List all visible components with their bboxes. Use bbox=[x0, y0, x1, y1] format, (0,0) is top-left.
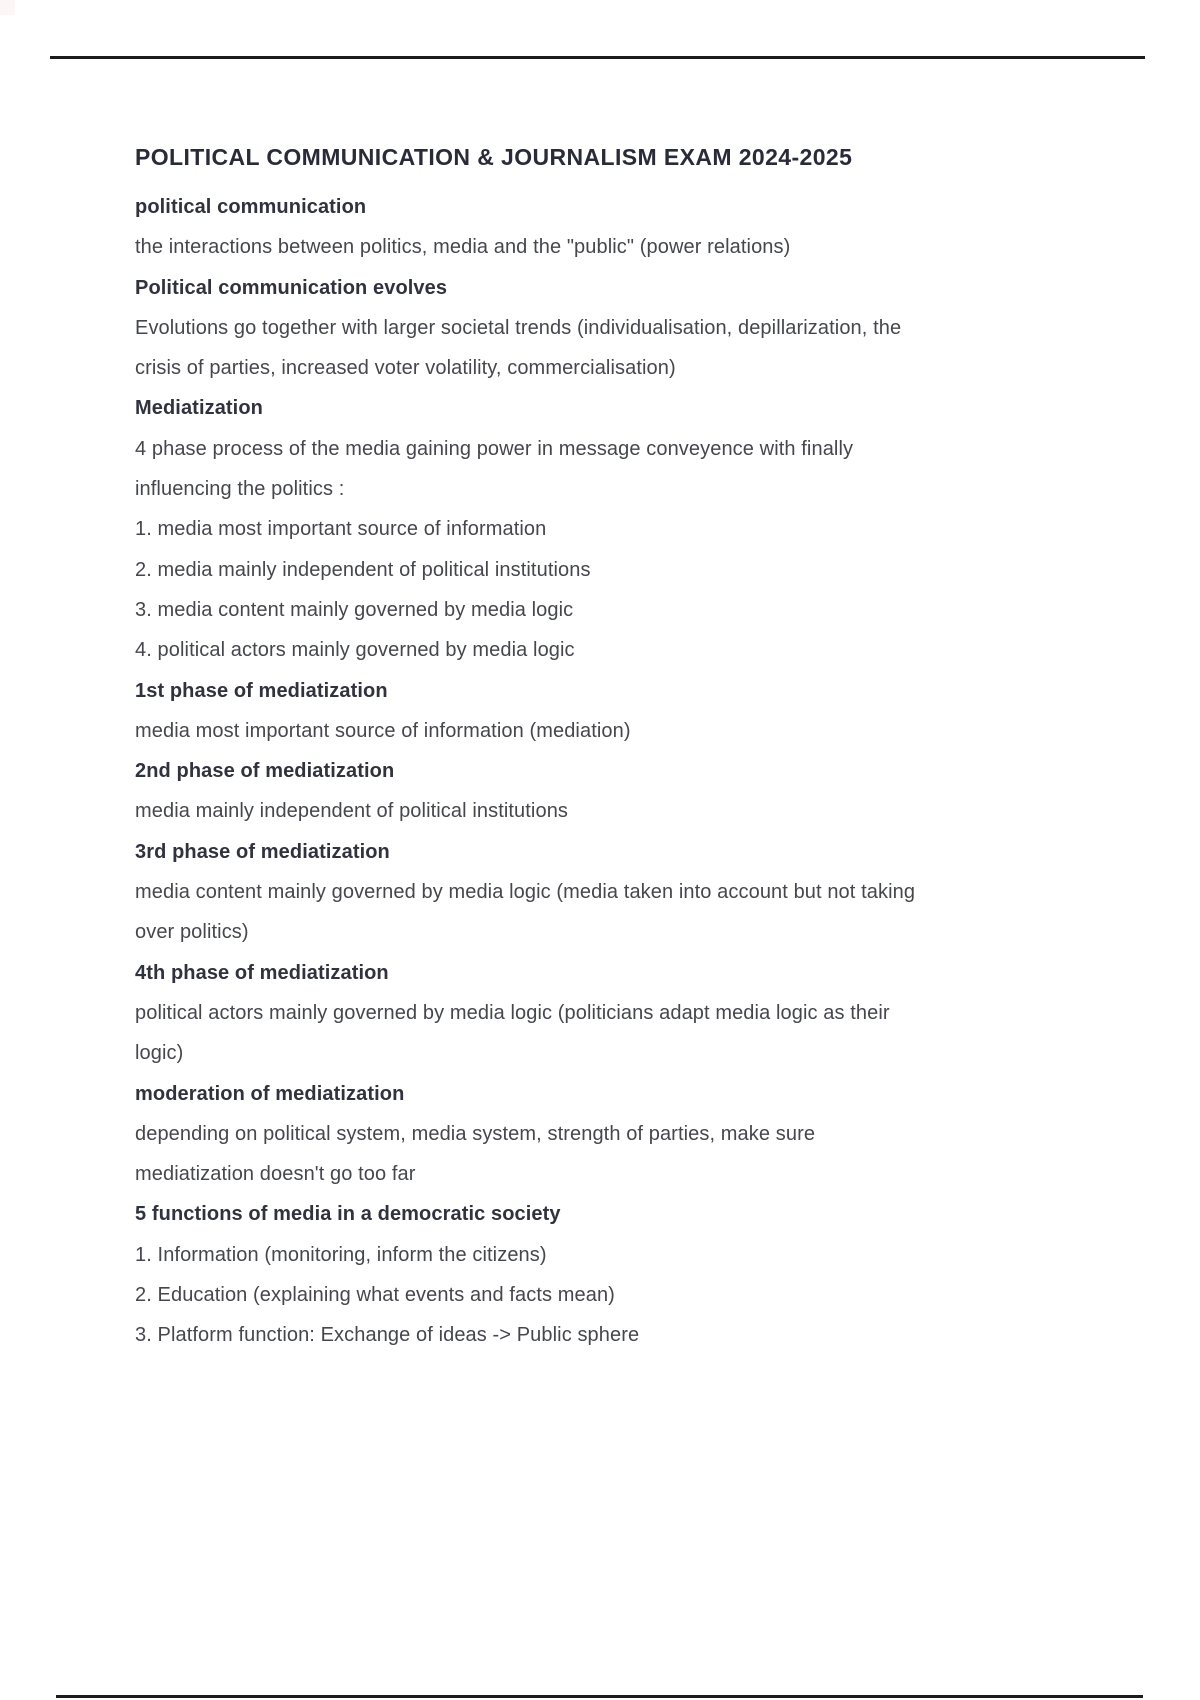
term-heading: 5 functions of media in a democratic society bbox=[135, 1203, 561, 1226]
term-heading: 2nd phase of mediatization bbox=[135, 760, 395, 783]
top-rule bbox=[50, 56, 1145, 59]
definition-text: political actors mainly governed by media logic (politicians adapt media logic as their bbox=[135, 1001, 890, 1024]
page-title: POLITICAL COMMUNICATION & JOURNALISM EXAM 2024-2025 bbox=[135, 144, 853, 170]
term-heading: Political communication evolves bbox=[135, 276, 448, 299]
term-heading: 4th phase of mediatization bbox=[135, 961, 389, 984]
term-heading: Mediatization bbox=[135, 397, 263, 420]
term-heading: 3rd phase of mediatization bbox=[135, 840, 390, 863]
definition-text: 1. Information (monitoring, inform the citizens) bbox=[135, 1243, 547, 1266]
definition-text: influencing the politics : bbox=[135, 478, 345, 501]
bottom-rule bbox=[56, 1695, 1143, 1698]
term-heading: 1st phase of mediatization bbox=[135, 679, 388, 702]
definition-text: media most important source of information (mediation) bbox=[135, 719, 631, 742]
definition-text: 4 phase process of the media gaining power in message conveyence with finally bbox=[135, 437, 854, 460]
definition-text: crisis of parties, increased voter volatility, commercialisation) bbox=[135, 357, 676, 380]
definition-text: 2. media mainly independent of political institutions bbox=[135, 558, 591, 581]
term-heading: political communication bbox=[135, 196, 367, 218]
term-heading: moderation of mediatization bbox=[135, 1082, 405, 1105]
definition-text: media content mainly governed by media logic (media taken into account but not taking bbox=[135, 881, 916, 904]
definition-text: media mainly independent of political institutions bbox=[135, 800, 569, 823]
definition-text: 1. media most important source of information bbox=[135, 518, 547, 541]
definition-text: Evolutions go together with larger societal trends (individualisation, depillarization, the bbox=[135, 316, 902, 339]
definition-text: depending on political system, media system, strength of parties, make sure bbox=[135, 1122, 816, 1145]
document-body bbox=[135, 187, 1055, 1356]
definition-text: 4. political actors mainly governed by media logic bbox=[135, 639, 575, 662]
definition-text: logic) bbox=[135, 1042, 184, 1065]
definition-text: mediatization doesn't go too far bbox=[135, 1163, 416, 1186]
definition-text: 3. media content mainly governed by media logic bbox=[135, 598, 574, 621]
definition-text: 3. Platform function: Exchange of ideas -> Public sphere bbox=[135, 1324, 640, 1347]
definition-text: 2. Education (explaining what events and facts mean) bbox=[135, 1284, 615, 1307]
definition-text: over politics) bbox=[135, 921, 249, 944]
scan-artifact bbox=[0, 0, 15, 15]
definition-text: the interactions between politics, media and the "public" (power relations) bbox=[135, 236, 791, 259]
